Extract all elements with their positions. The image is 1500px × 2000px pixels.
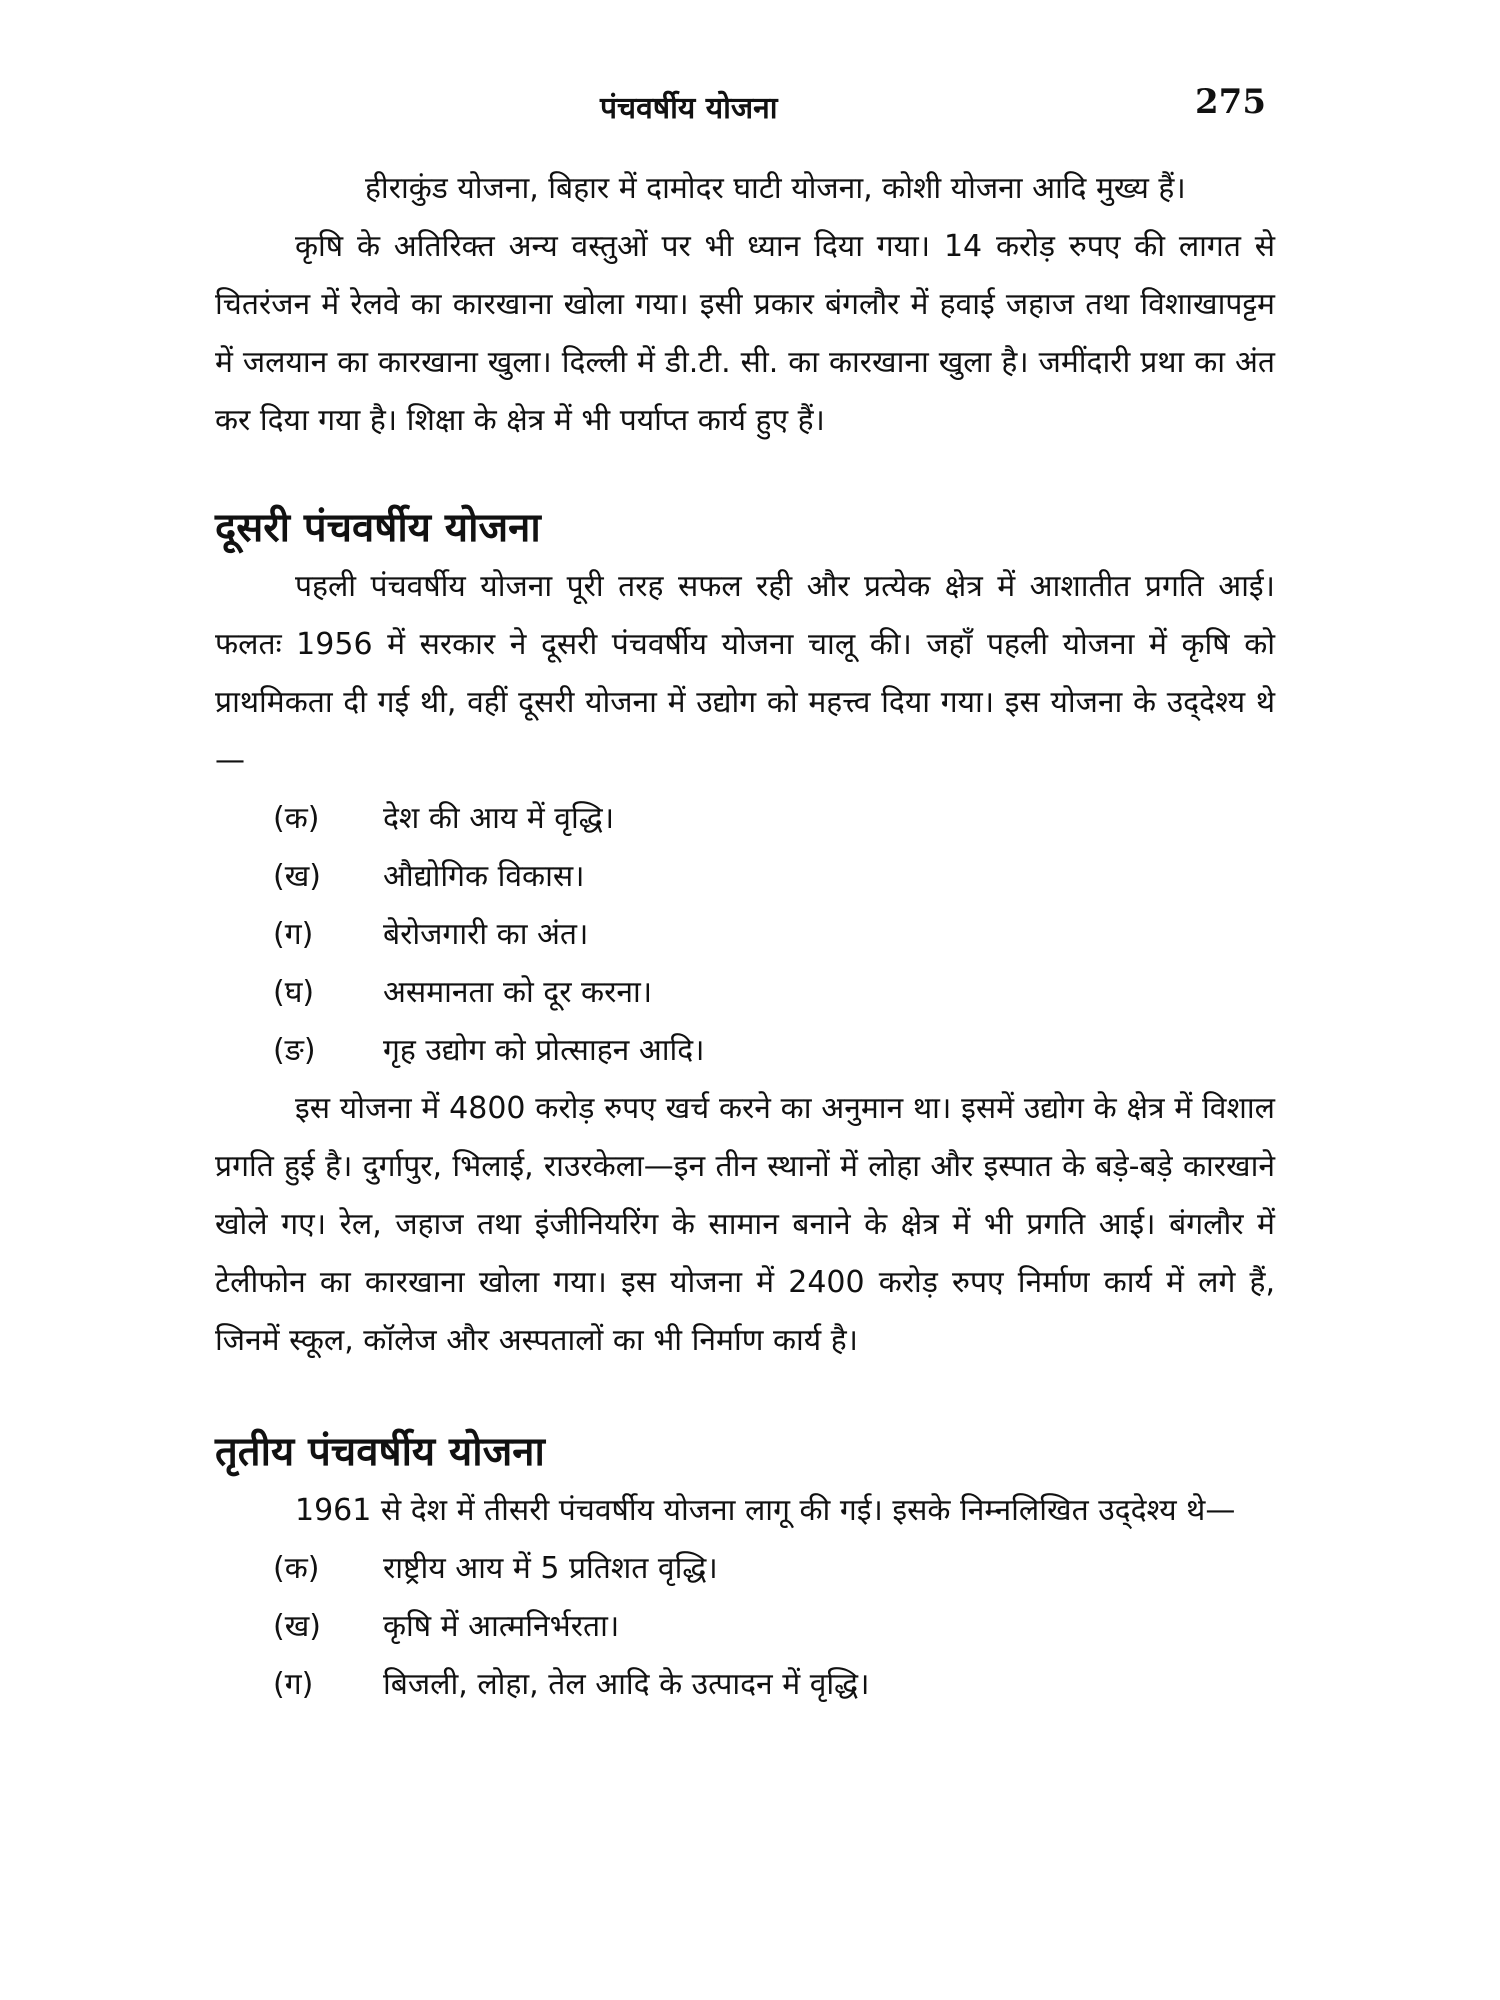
- intro-paragraph: कृषि के अतिरिक्त अन्य वस्तुओं पर भी ध्यान दिया गया। 14 करोड़ रुपए की लागत से चितरंजन में रेलवे का कारखाना खोला गया। इसी प्रकार बंगलौर में हवाई जहाज तथा विशाखापट्टम में जलयान का कारखाना खुला। दिल्ली में डी.टी. सी. का कारखाना खुला है। जमींदारी प्रथा का अंत कर दिया गया है। शिक्षा के क्षेत्र में भी पर्याप्त कार्य हुए हैं।: [215, 229, 1275, 438]
- running-header-title: पंचवर्षीय योजना: [600, 91, 778, 126]
- item-marker: (ग): [273, 1667, 314, 1702]
- item-marker: (ङ): [273, 1033, 316, 1068]
- item-marker: (ख): [273, 859, 321, 894]
- list-item: [215, 1598, 1275, 1656]
- item-text: कृषि में आत्मनिर्भरता।: [383, 1609, 620, 1644]
- third-plan-paragraph: 1961 से देश में तीसरी पंचवर्षीय योजना लागू की गई। इसके निम्नलिखित उद्‌देश्य थे—: [295, 1493, 1236, 1528]
- list-item: [215, 964, 1275, 1022]
- page-number: 275: [1195, 82, 1266, 122]
- list-item: [215, 906, 1275, 964]
- page-content: [215, 160, 1275, 1714]
- item-text: औद्योगिक विकास।: [383, 859, 585, 894]
- third-plan-objectives: [215, 1540, 1275, 1714]
- list-item: [215, 848, 1275, 906]
- third-plan-heading: तृतीय पंचवर्षीय योजना: [215, 1429, 545, 1475]
- item-marker: (क): [273, 801, 320, 836]
- item-marker: (घ): [273, 975, 315, 1010]
- second-plan-paragraph-2: इस योजना में 4800 करोड़ रुपए खर्च करने का अनुमान था। इसमें उद्योग के क्षेत्र में विशाल प्रगति हुई है। दुर्गापुर, भिलाई, राउरकेला—इन तीन स्थानों में लोहा और इस्पात के बड़े-बड़े कारखाने खोले गए। रेल, जहाज तथा इंजीनियरिंग के सामान बनाने के क्षेत्र में भी प्रगति आई। बंगलौर में टेलीफोन का कारखाना खोला गया। इस योजना में 2400 करोड़ रुपए निर्माण कार्य में लगे हैं, जिनमें स्कूल, कॉलेज और अस्पतालों का भी निर्माण कार्य है।: [215, 1091, 1275, 1358]
- item-text: बिजली, लोहा, तेल आदि के उत्पादन में वृद्धि।: [383, 1667, 870, 1702]
- list-item: [215, 1540, 1275, 1598]
- list-item: [215, 1022, 1275, 1080]
- list-item: [215, 790, 1275, 848]
- list-item: [215, 1656, 1275, 1714]
- item-marker: (ग): [273, 917, 314, 952]
- item-marker: (ख): [273, 1609, 321, 1644]
- item-marker: (क): [273, 1551, 320, 1586]
- item-text: बेरोजगारी का अंत।: [383, 917, 589, 952]
- second-plan-heading: दूसरी पंचवर्षीय योजना: [215, 505, 541, 551]
- second-plan-objectives: [215, 790, 1275, 1080]
- second-plan-paragraph-1: पहली पंचवर्षीय योजना पूरी तरह सफल रही और प्रत्येक क्षेत्र में आशातीत प्रगति आई। फलतः 1956 में सरकार ने दूसरी पंचवर्षीय योजना चालू की। जहाँ पहली योजना में कृषि को प्राथमिकता दी गई थी, वहीं दूसरी योजना में उद्योग को महत्त्व दिया गया। इस योजना के उद्‌देश्य थे—: [215, 569, 1275, 778]
- item-text: राष्ट्रीय आय में 5 प्रतिशत वृद्धि।: [383, 1551, 718, 1586]
- item-text: गृह उद्योग को प्रोत्साहन आदि।: [383, 1033, 705, 1068]
- item-text: असमानता को दूर करना।: [383, 975, 653, 1010]
- item-text: देश की आय में वृद्धि।: [383, 801, 615, 836]
- continuation-paragraph: हीराकुंड योजना, बिहार में दामोदर घाटी योजना, कोशी योजना आदि मुख्य हैं।: [365, 171, 1186, 206]
